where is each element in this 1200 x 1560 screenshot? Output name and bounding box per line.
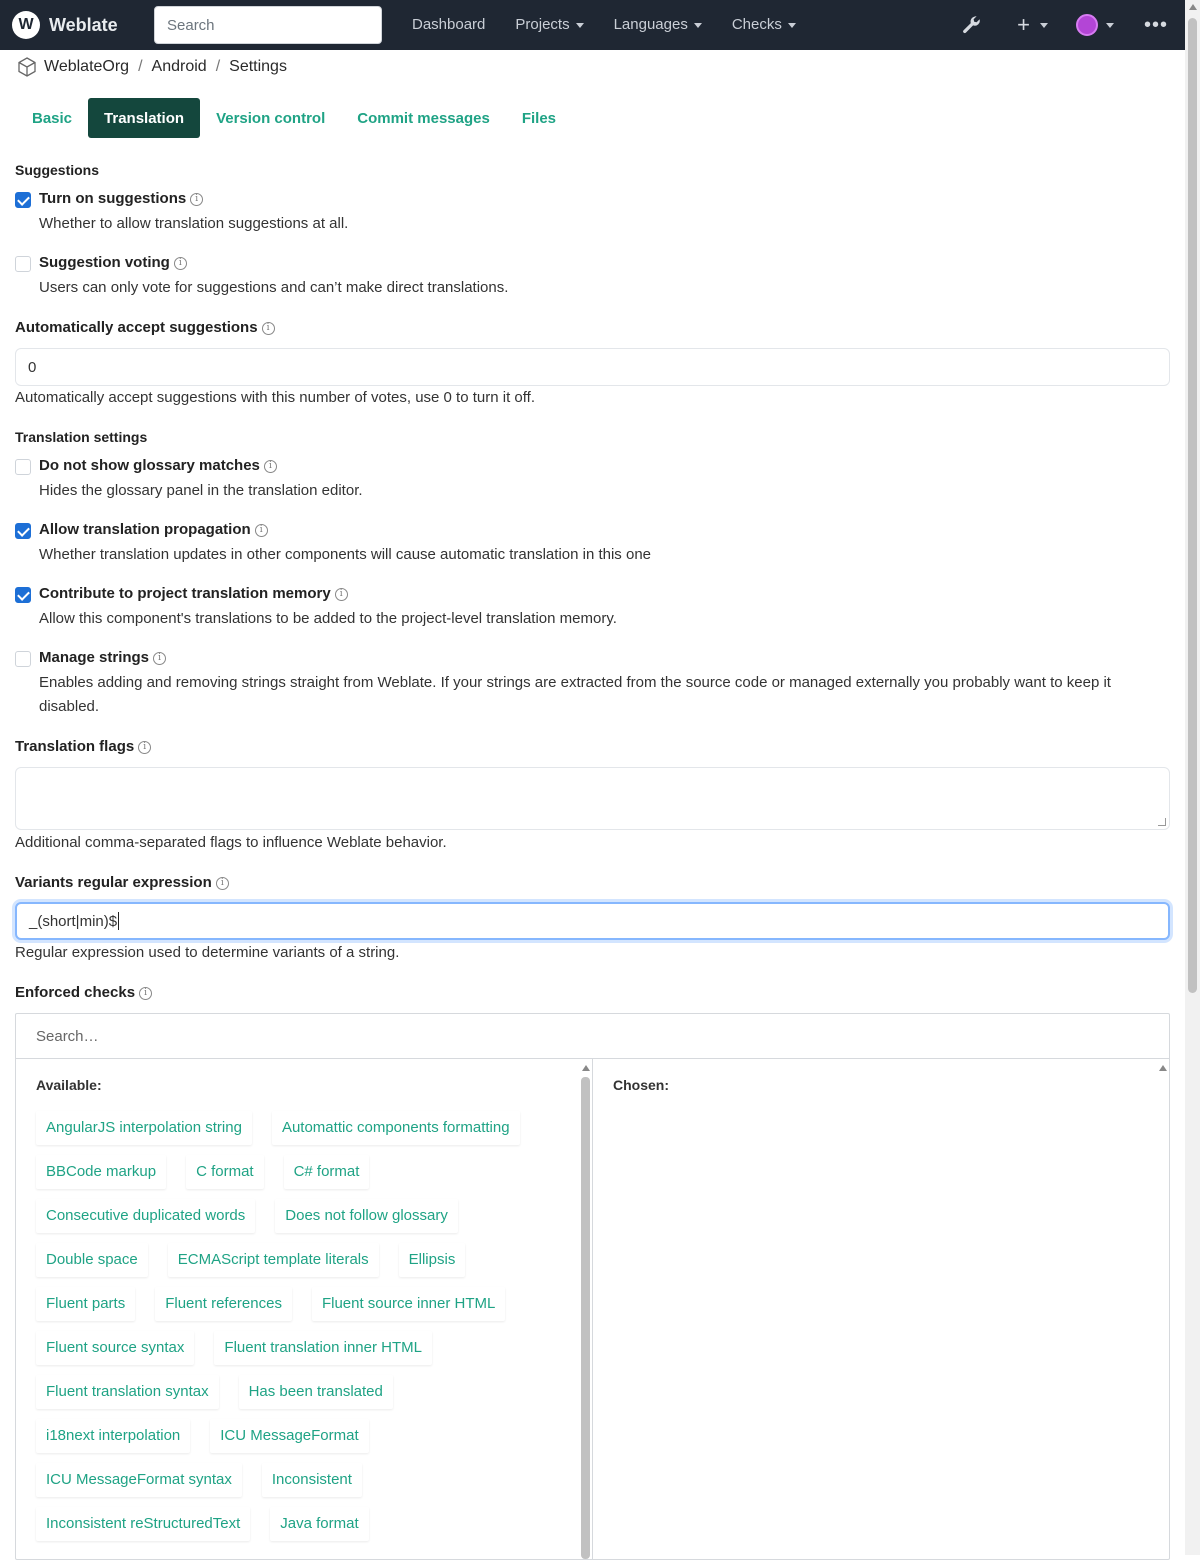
variants-regex-label: Variants regular expression	[15, 874, 212, 891]
check-chip[interactable]: Inconsistent reStructuredText	[36, 1507, 250, 1541]
scroll-up-arrow-icon[interactable]	[582, 1065, 590, 1071]
page-scrollbar[interactable]	[1185, 0, 1200, 1555]
check-chip[interactable]: C format	[186, 1155, 264, 1189]
enforced-checks-widget	[15, 1013, 1170, 1560]
check-chip[interactable]: C# format	[284, 1155, 370, 1189]
translation-memory-help: Allow this component's translations to be added to the project-level translation memory.	[39, 610, 617, 627]
turn-on-suggestions-checkbox[interactable]	[15, 192, 31, 208]
tab-basic[interactable]: Basic	[32, 109, 73, 127]
breadcrumb-settings[interactable]: Settings	[229, 58, 287, 75]
check-chip[interactable]: Fluent translation inner HTML	[214, 1331, 432, 1365]
variants-regex-input[interactable]: _(short|min)$	[15, 902, 1170, 940]
enforced-checks-label: Enforced checks	[15, 984, 136, 1001]
nav-checks-dropdown[interactable]: Checks	[717, 0, 811, 50]
propagation-label[interactable]: Allow translation propagation	[39, 521, 251, 538]
info-icon[interactable]: i	[255, 524, 268, 537]
check-chip[interactable]: Ellipsis	[399, 1243, 466, 1277]
check-chip[interactable]: Inconsistent	[262, 1463, 362, 1497]
text-cursor	[118, 912, 119, 930]
check-chip[interactable]: Fluent translation syntax	[36, 1375, 219, 1409]
chosen-scrollbar[interactable]	[1158, 1059, 1167, 1559]
breadcrumb-project[interactable]: Android	[151, 58, 207, 75]
breadcrumb-org[interactable]: WeblateOrg	[44, 58, 130, 75]
nav-dashboard[interactable]: Dashboard	[412, 16, 486, 33]
plus-icon: +	[1017, 12, 1030, 37]
translation-flags-label: Translation flags	[15, 738, 135, 755]
settings-tabs	[16, 98, 572, 138]
tab-commit-messages[interactable]: Commit messages	[357, 109, 490, 127]
translation-flags-help: Additional comma-separated flags to influence Weblate behavior.	[15, 834, 447, 851]
scrollbar-thumb[interactable]	[1188, 18, 1197, 993]
manage-strings-checkbox[interactable]	[15, 651, 31, 667]
hide-glossary-help: Hides the glossary panel in the translation editor.	[39, 482, 363, 499]
check-chip[interactable]: ICU MessageFormat	[210, 1419, 368, 1453]
tab-translation[interactable]: Translation	[88, 98, 200, 138]
check-chip[interactable]: Consecutive duplicated words	[36, 1199, 255, 1233]
tab-files[interactable]: Files	[521, 109, 557, 127]
suggestion-voting-checkbox[interactable]	[15, 256, 31, 272]
resize-grip-icon[interactable]	[1158, 818, 1166, 826]
auto-accept-label: Automatically accept suggestions	[15, 319, 258, 336]
chosen-title: Chosen:	[613, 1077, 669, 1093]
info-icon[interactable]: i	[262, 322, 275, 335]
available-checks-list	[36, 1111, 576, 1551]
check-chip[interactable]: Fluent references	[155, 1287, 292, 1321]
manage-strings-label[interactable]: Manage strings	[39, 649, 150, 666]
available-checks-panel	[16, 1059, 593, 1559]
translation-memory-label[interactable]: Contribute to project translation memory	[39, 585, 331, 602]
check-chip[interactable]: Java format	[270, 1507, 368, 1541]
hide-glossary-label[interactable]: Do not show glossary matches	[39, 457, 260, 474]
turn-on-suggestions-help: Whether to allow translation suggestions at all.	[39, 215, 349, 232]
propagation-checkbox[interactable]	[15, 523, 31, 539]
chosen-checks-panel	[593, 1059, 1169, 1559]
info-icon[interactable]: i	[264, 460, 277, 473]
breadcrumb-separator: /	[215, 58, 221, 75]
propagation-help: Whether translation updates in other components will cause automatic translation in this one	[39, 546, 652, 563]
check-chip[interactable]: i18next interpolation	[36, 1419, 190, 1453]
check-chip[interactable]: Fluent source inner HTML	[312, 1287, 505, 1321]
auto-accept-help: Automatically accept suggestions with this number of votes, use 0 to turn it off.	[15, 389, 535, 406]
suggestion-voting-help: Users can only vote for suggestions and can’t make direct translations.	[39, 279, 509, 296]
nav-languages-dropdown[interactable]: Languages	[599, 0, 717, 50]
info-icon[interactable]: i	[190, 193, 203, 206]
translation-flags-textarea[interactable]	[15, 767, 1170, 830]
tab-version-control[interactable]: Version control	[216, 109, 326, 127]
weblate-logo-icon: W	[12, 11, 40, 39]
translation-memory-checkbox[interactable]	[15, 587, 31, 603]
check-chip[interactable]: Has been translated	[239, 1375, 393, 1409]
info-icon[interactable]: i	[153, 652, 166, 665]
scrollbar-thumb[interactable]	[581, 1077, 590, 1559]
check-chip[interactable]: ICU MessageFormat syntax	[36, 1463, 242, 1497]
turn-on-suggestions-label[interactable]: Turn on suggestions	[39, 190, 187, 207]
breadcrumb-separator: /	[138, 58, 143, 75]
check-chip[interactable]: Double space	[36, 1243, 148, 1277]
checks-search-input[interactable]: Search…	[16, 1014, 1169, 1059]
manage-strings-help-line2: disabled.	[39, 698, 100, 715]
check-chip[interactable]: Fluent parts	[36, 1287, 135, 1321]
info-icon[interactable]: i	[216, 877, 229, 890]
hide-glossary-checkbox[interactable]	[15, 459, 31, 475]
available-scrollbar[interactable]	[581, 1059, 590, 1559]
translation-settings-heading: Translation settings	[15, 429, 148, 445]
brand-name: Weblate	[49, 14, 118, 35]
nav-projects-dropdown[interactable]: Projects	[500, 0, 598, 50]
check-chip[interactable]: BBCode markup	[36, 1155, 166, 1189]
manage-strings-help-line1: Enables adding and removing strings straight from Weblate. If your strings are extracted from the source code or managed externally you probably want to keep it	[39, 674, 1111, 691]
scroll-up-arrow-icon[interactable]	[1189, 4, 1197, 10]
check-chip[interactable]: AngularJS interpolation string	[36, 1111, 252, 1145]
check-chip[interactable]: Fluent source syntax	[36, 1331, 194, 1365]
auto-accept-input[interactable]: 0	[15, 348, 1170, 386]
variants-regex-help: Regular expression used to determine variants of a string.	[15, 944, 400, 961]
more-icon[interactable]: •••	[1143, 13, 1168, 36]
suggestions-heading: Suggestions	[15, 162, 100, 178]
check-chip[interactable]: Automattic components formatting	[272, 1111, 520, 1145]
info-icon[interactable]: i	[335, 588, 348, 601]
info-icon[interactable]: i	[174, 257, 187, 270]
scroll-up-arrow-icon[interactable]	[1159, 1065, 1167, 1071]
info-icon[interactable]: i	[139, 987, 152, 1000]
check-chip[interactable]: ECMAScript template literals	[168, 1243, 379, 1277]
suggestion-voting-label[interactable]: Suggestion voting	[39, 254, 170, 271]
info-icon[interactable]: i	[138, 741, 151, 754]
available-title: Available:	[36, 1077, 102, 1093]
check-chip[interactable]: Does not follow glossary	[275, 1199, 458, 1233]
